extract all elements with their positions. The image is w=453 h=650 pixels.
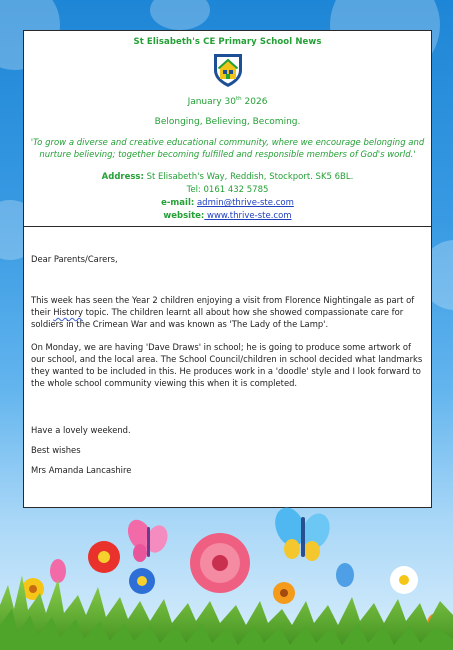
tulip-icon (336, 563, 354, 587)
address-line: Address: St Elisabeth's Way, Reddish, Stockport. SK5 6BL. (101, 172, 354, 182)
bokeh-circle (150, 0, 210, 30)
blue-flower-icon (129, 568, 155, 594)
telephone: Tel: 0161 432 5785 (186, 185, 269, 195)
orange-flower-icon (273, 582, 295, 604)
school-name: St Elisabeth's CE Primary School News (133, 37, 322, 47)
paragraph-history-visit: This week has seen the Year 2 children enjoying a visit from Florence Nightingale as part of their History topic. The children learnt all about how she showed compassionate care for soldiers in the Crimean War and was known as 'The Lady of the Lamp'. (31, 295, 415, 329)
website-link[interactable]: www.thrive-ste.com (204, 211, 292, 221)
pink-dahlia-icon (190, 533, 250, 593)
school-crest-icon (212, 52, 244, 88)
email-link[interactable]: admin@thrive-ste.com (196, 198, 294, 208)
paragraph-dave-draws: On Monday, we are having 'Dave Draws' in school; he is going to produce some artwork of our school, and the local area. The School Council/children in school decided what landmarks they wanted to be included in this. He produces work in a 'doodle' style and I look forward to the whole school community viewing this when it is completed. (31, 342, 423, 388)
website-line: website: www.thrive-ste.com (163, 211, 292, 221)
contact-block (24, 171, 431, 223)
signature-name: Mrs Amanda Lancashire (31, 465, 132, 475)
best-wishes: Best wishes (31, 445, 81, 455)
newsletter-header (24, 31, 431, 227)
flower-meadow-illustration (0, 505, 453, 650)
white-daisy-icon (390, 566, 418, 594)
vision-statement: 'To grow a diverse and creative educational community, where we encourage belonging and nurture believing; together becoming fulfilled and responsible members of God's world.' (30, 138, 425, 160)
red-daisy-icon (88, 541, 120, 573)
issue-date: January 30th 2026 (187, 96, 268, 107)
closing-line: Have a lovely weekend. (31, 425, 131, 435)
greeting: Dear Parents/Carers, (31, 254, 118, 264)
pink-butterfly-icon (123, 516, 171, 562)
blue-butterfly-icon (270, 505, 334, 561)
school-motto: Belonging, Believing, Becoming. (154, 117, 301, 127)
newsletter (23, 30, 432, 508)
email-line: e-mail: admin@thrive-ste.com (161, 198, 294, 208)
